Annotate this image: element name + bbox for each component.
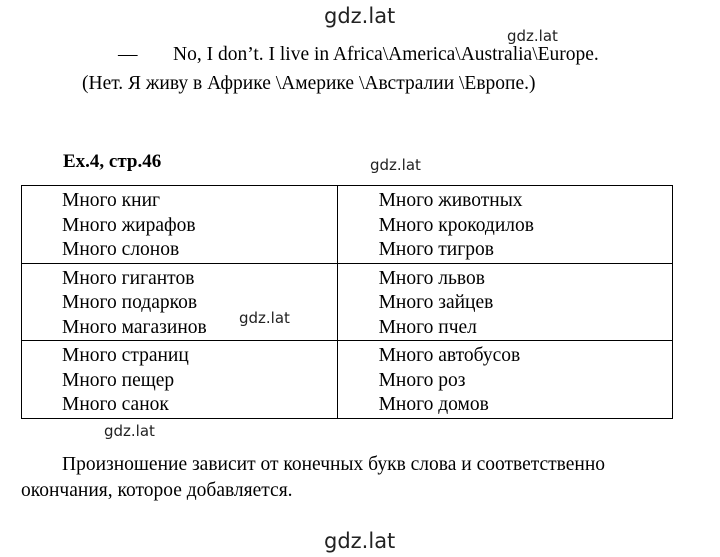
- table-row: [22, 186, 673, 264]
- word-item: Много львов: [378, 267, 485, 289]
- word-item: Много зайцев: [378, 292, 494, 313]
- word-item: Много санок: [62, 394, 169, 415]
- exercise-heading: Ex.4, стр.46: [63, 151, 162, 172]
- conclusion-line-1: Произношение зависит от конечных букв слова и соответственно: [62, 454, 606, 475]
- word-item: Много жирафов: [62, 214, 196, 236]
- word-item: Много слонов: [62, 239, 180, 260]
- watermark-top: gdz.lat: [324, 4, 396, 28]
- table-row: [22, 341, 673, 419]
- table-cell-left: [22, 263, 338, 341]
- word-item: Много гигантов: [62, 267, 195, 289]
- word-item: Много крокодилов: [378, 214, 534, 236]
- watermark-heading: gdz.lat: [370, 156, 421, 174]
- word-item: Много домов: [378, 394, 489, 415]
- answer-russian: (Нет. Я живу в Африке \Америке \Австралии \Европе.): [82, 73, 536, 94]
- conclusion-paragraph: [21, 452, 681, 504]
- watermark-table: gdz.lat: [239, 309, 290, 327]
- word-item: Много книг: [62, 190, 161, 211]
- word-item: Много страниц: [62, 345, 189, 366]
- word-item: Много подарков: [62, 292, 198, 313]
- word-item: Много автобусов: [378, 345, 521, 366]
- answer-english: No, I don’t. I live in Africa\America\Australia\Europe.: [173, 44, 599, 65]
- word-item: Много роз: [378, 369, 466, 391]
- word-item: Много магазинов: [62, 316, 207, 338]
- word-item: Много животных: [378, 190, 523, 211]
- table-cell-right: [337, 263, 672, 341]
- watermark-bottom: gdz.lat: [324, 529, 396, 553]
- table-cell-right: [337, 186, 672, 264]
- table-row: [22, 263, 673, 341]
- words-table: [21, 185, 673, 419]
- word-item: Много тигров: [378, 239, 494, 260]
- table-cell-left: [22, 186, 338, 264]
- watermark-upper-right: gdz.lat: [507, 27, 558, 45]
- conclusion-line-2: окончания, которое добавляется.: [21, 480, 293, 501]
- watermark-lower-left: gdz.lat: [104, 422, 155, 440]
- word-item: Много пещер: [62, 369, 175, 391]
- word-item: Много пчел: [378, 316, 477, 338]
- answer-dash: —: [118, 44, 138, 65]
- table-cell-right: [337, 341, 672, 419]
- table-cell-left: [22, 341, 338, 419]
